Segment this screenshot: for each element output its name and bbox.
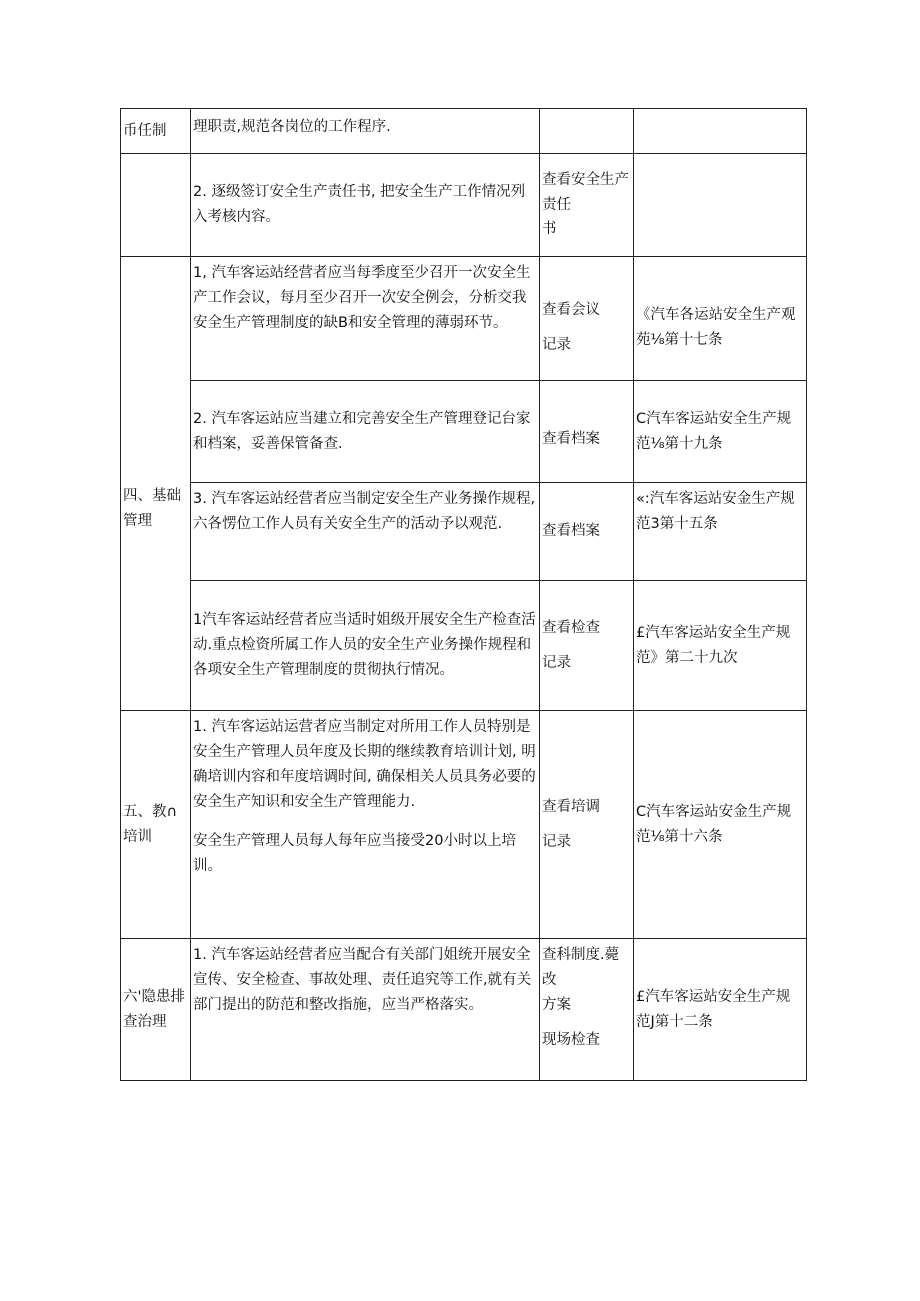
method-cell xyxy=(540,109,634,154)
basis-cell: C汽车客运站安全生产规范⅛第十九条 xyxy=(634,381,807,483)
basis-cell xyxy=(634,154,807,257)
basis-cell: «:汽车客运站安金生产规范3第十五条 xyxy=(634,483,807,581)
requirement-cell xyxy=(191,711,540,939)
requirement-cell: 2. 汽车客运站应当建立和完善安全生产管理登记台家和档案，妥善保管备查. xyxy=(191,381,540,483)
table-row xyxy=(121,154,807,257)
requirement-cell: 2. 逐级签订安全生产责任书, 把安全生产工作情况列入考核内容。 xyxy=(191,154,540,257)
category-cell: 五、教∩培训 xyxy=(121,711,191,939)
requirement-text: 安全生产管理人员每人每年应当接受20小时以上培训。 xyxy=(193,832,516,874)
method-cell: 查看档案 xyxy=(540,483,634,581)
method-cell xyxy=(540,154,634,257)
basis-cell: 《汽车各运站安全生产观苑⅛第十七条 xyxy=(634,257,807,381)
safety-inspection-table xyxy=(120,108,807,1081)
requirement-cell: 3. 汽车客运站经营者应当制定安全生产业务操作规程, 六各愣位工作人员有关安全生产的活动予以观范. xyxy=(191,483,540,581)
method-line: 查看安全生产 xyxy=(542,171,629,188)
method-line: 查看会议 xyxy=(542,301,600,318)
requirement-text: 1. 汽车客运站运营者应当制定对所用工作人员特别是安全生产管理人员年度及长期的继续教育培训计划, 明确培训内容和年度培调时间, 确保相关人员具务必要的安全生产知识和安全生产管理能力. xyxy=(193,719,536,810)
method-line: 书 xyxy=(542,221,557,238)
method-line: 记录 xyxy=(542,336,571,353)
method-line: 现场检査 xyxy=(542,1031,600,1048)
method-line: 查看培调 xyxy=(542,798,600,815)
table-row xyxy=(121,581,807,711)
method-cell xyxy=(540,711,634,939)
requirement-cell: 1, 汽车客运站经营者应当每季度至少召开一次安全生产工作会议，每月至少召开一次安全例会，分析交我安全生产管理制度的缺B和安全管理的薄弱环节。 xyxy=(191,257,540,381)
method-line: 责任 xyxy=(542,196,571,213)
table-row xyxy=(121,483,807,581)
method-cell xyxy=(540,581,634,711)
category-cell: 币任制 xyxy=(121,109,191,154)
method-line: 查科制度.薨改 xyxy=(542,947,620,988)
category-cell: 六'隐患排查治理 xyxy=(121,939,191,1081)
basis-cell: £汽车客运站安全生产规范J第十二条 xyxy=(634,939,807,1081)
basis-cell xyxy=(634,109,807,154)
requirement-cell: 1. 汽车客运站经营者应当配合有关部门姐统开展安全宣传、安全检查、事故处理、责任追究等工作,就有关部门提出的防范和整改指施，应当严格落实。 xyxy=(191,939,540,1081)
method-cell xyxy=(540,257,634,381)
table-row xyxy=(121,711,807,939)
requirement-cell: 1汽车客运站经营者应当适时姐级开展安全生产检查活动.重点检资所属工作人员的安全生产业务操作规程和各项安全生产管理制度的贯彻执行情况。 xyxy=(191,581,540,711)
table-row xyxy=(121,381,807,483)
method-line: 记录 xyxy=(542,654,571,671)
method-cell: 查看档案 xyxy=(540,381,634,483)
requirement-cell: 理职责,规范各岗位的工作程序. xyxy=(191,109,540,154)
method-cell xyxy=(540,939,634,1081)
basis-cell: C汽车客运站安金生产规范⅛第十六条 xyxy=(634,711,807,939)
method-line: 记录 xyxy=(542,833,571,850)
method-line: 查看检查 xyxy=(542,619,600,636)
table-row xyxy=(121,109,807,154)
category-cell: 四、基础管理 xyxy=(121,257,191,711)
method-line: 方案 xyxy=(542,996,571,1013)
basis-cell: £汽车客运站安全生产规范》第二十九次 xyxy=(634,581,807,711)
table-row xyxy=(121,257,807,381)
category-cell-empty xyxy=(121,154,191,257)
table-row xyxy=(121,939,807,1081)
